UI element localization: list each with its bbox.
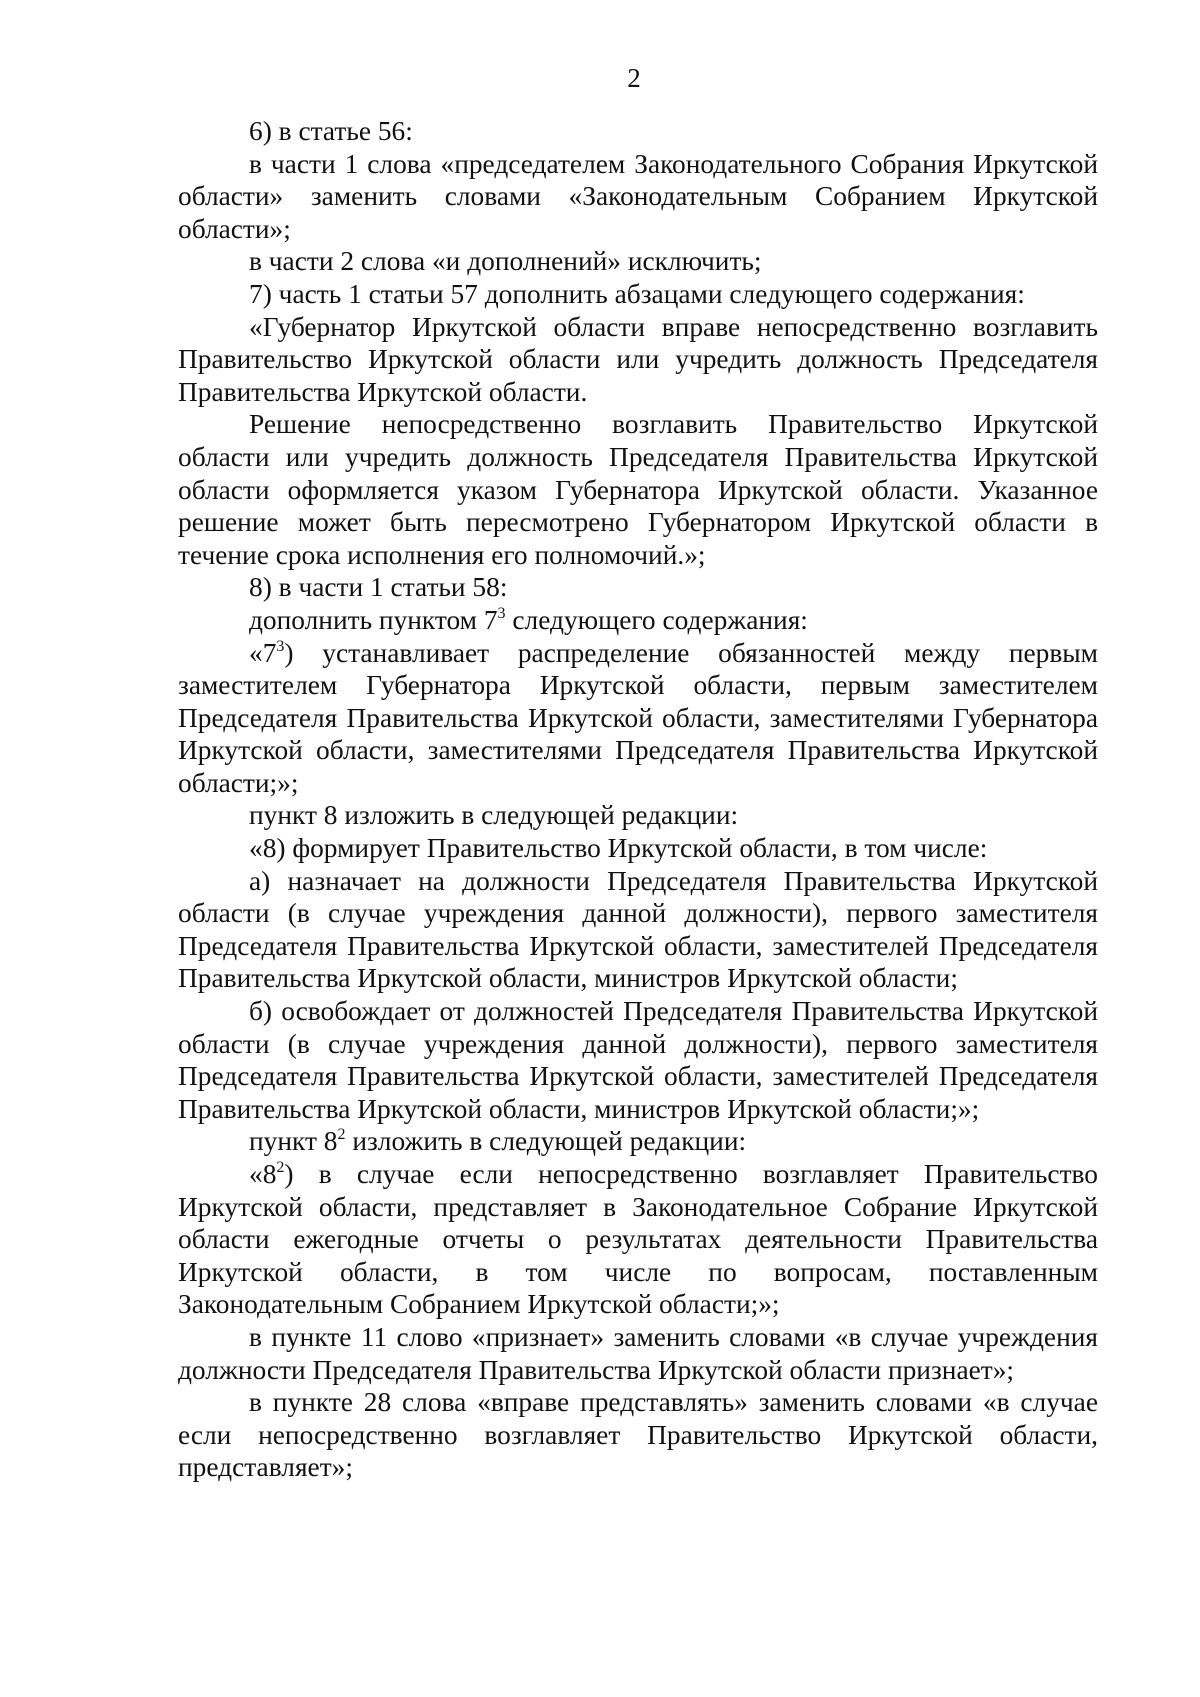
paragraph-item-8-intro: пункт 8 изложить в следующей редакции: [249, 800, 739, 831]
paragraph-item-8: «8) формирует Правительство Иркутской области, в том числе: [249, 833, 988, 864]
paragraph-item-28: в пункте 28 слова «вправе представлять» заменить словами «в случае если непосредственно возглавляет Правительство Иркутской области, представляет»; [178, 1387, 1098, 1483]
superscript: 2 [337, 1126, 346, 1144]
document-body [178, 115, 1098, 1484]
paragraph-item-8-b: б) освобождает от должностей Председателя Правительства Иркутской области (в случае учреждения данной должности), первого заместителя Председателя Правительства Иркутской области, заместителей Председателя Правительства Иркутской области, министров Иркутской области;»; [178, 996, 1098, 1124]
paragraph-text-before: «7 [249, 637, 277, 668]
paragraph-text-after: изложить в следующей редакции: [345, 1126, 747, 1157]
page-number: 2 [627, 63, 641, 93]
paragraph-item-8-2 [178, 1158, 1098, 1321]
paragraph-text-after: ) устанавливает распределение обязанностей между первым заместителем Губернатора Иркутской области, первым заместителем Председателя Правительства Иркутской области, заместителями Губернатора Иркутской области, заместителями Председателя Правительства Иркутской области;»; [178, 637, 1098, 798]
paragraph-item-7-3 [178, 637, 1098, 800]
paragraph-article-58: 8) в части 1 статьи 58: [249, 572, 508, 603]
paragraph-text-before: дополнить пунктом 7 [249, 604, 498, 635]
paragraph-item-11: в пункте 11 слово «признает» заменить словами «в случае учреждения должности Председателя Правительства Иркутской области признает»; [178, 1321, 1098, 1385]
superscript: 3 [276, 637, 285, 655]
superscript: 2 [276, 1159, 285, 1176]
paragraph-text-before: «8 [249, 1159, 277, 1189]
paragraph-decision: Решение непосредственно возглавить Правительство Иркутской области или учредить должность Председателя Правительства Иркутской области оформляется указом Губернатора Иркутской области. Указанное решение может быть пересмотрено Губернатором Иркутской области в течение срока исполнения его полномочий.»; [178, 409, 1098, 570]
paragraph-item-8-a: а) назначает на должности Председателя Правительства Иркутской области (в случае учреждения данной должности), первого заместителя Председателя Правительства Иркутской области, заместителей Председателя Правительства Иркутской области, министров Иркутской области; [178, 865, 1098, 994]
paragraph-article-57: 7) часть 1 статьи 57 дополнить абзацами следующего содержания: [249, 278, 1025, 309]
paragraph-text-after: следующего содержания: [505, 604, 808, 635]
paragraph-text-after: ) в случае если непосредственно возглавляет Правительство Иркутской области, представляет в Законодательное Собрание Иркутской области ежегодные отчеты о результатах деятельности Правительства Иркутской области, в том числе по вопросам, поставленным Законодательным Собранием Иркутской области;»; [178, 1159, 1098, 1320]
paragraph-article-56: 6) в статье 56: [249, 116, 413, 146]
paragraph-add-item-7-3 [178, 604, 1098, 637]
paragraph-item-8-2-intro [178, 1125, 1098, 1158]
paragraph-article-56-part-1: в части 1 слова «председателем Законодательного Собрания Иркутской области» заменить словами «Законодательным Собранием Иркутской области»; [178, 148, 1098, 244]
paragraph-article-56-part-2: в части 2 слова «и дополнений» исключить; [249, 246, 762, 277]
paragraph-text-before: пункт 8 [249, 1126, 338, 1157]
superscript: 3 [497, 604, 506, 622]
paragraph-governor-right: «Губернатор Иркутской области вправе непосредственно возглавить Правительство Иркутской области или учредить должность Председателя Правительства Иркутской области. [178, 311, 1098, 407]
